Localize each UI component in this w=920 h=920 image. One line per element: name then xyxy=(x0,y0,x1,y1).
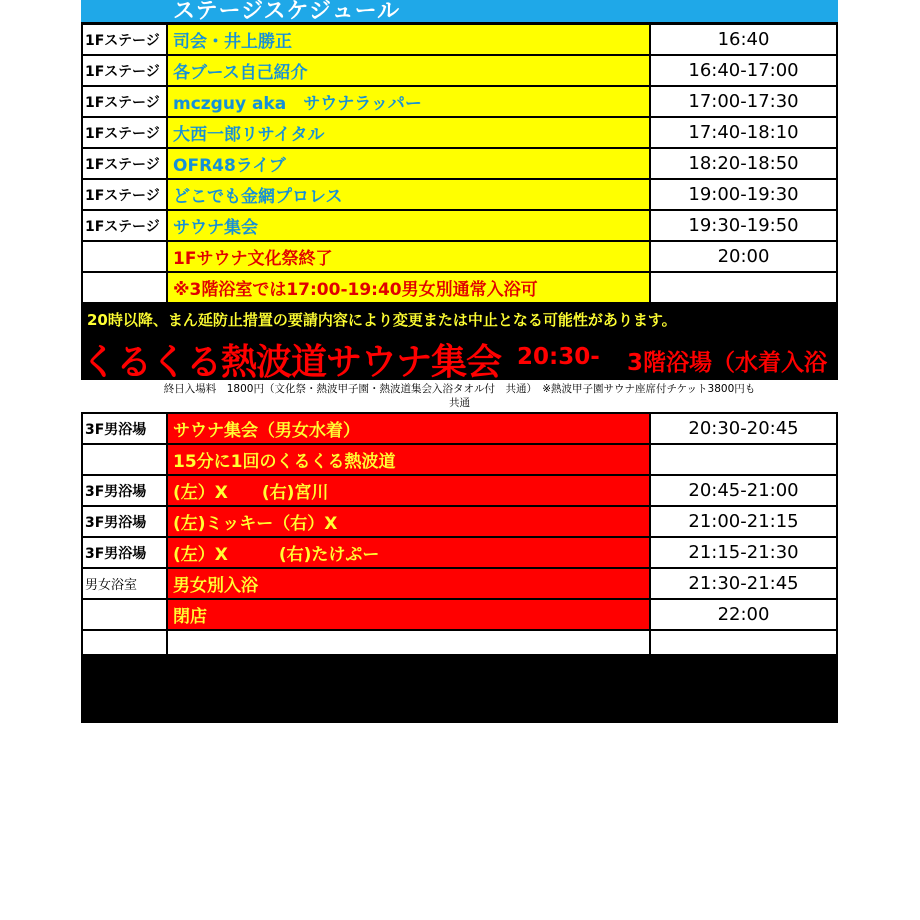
table-row xyxy=(81,25,838,56)
fee-line-2: 共通 xyxy=(449,397,470,409)
place-cell: 3F男浴場 xyxy=(81,414,168,445)
event-cell xyxy=(168,631,651,656)
notice-text: 20時以降、まん延防止措置の要請内容により変更または中止となる可能性があります。 xyxy=(87,311,677,329)
event-cell: OFR48ライブ xyxy=(168,149,651,180)
table-row xyxy=(81,180,838,211)
table-row xyxy=(81,631,838,656)
place-cell: 1Fステージ xyxy=(81,87,168,118)
place-cell: 1Fステージ xyxy=(81,180,168,211)
place-cell xyxy=(81,242,168,273)
fee-info xyxy=(81,380,838,412)
table-row xyxy=(81,507,838,538)
table-row xyxy=(81,600,838,631)
fee-line-1: 終日入場料 1800円（文化祭・熱波甲子園・熱波道集会入浴タオル付 共通） ※熱波甲子園サウナ座席付チケット3800円も xyxy=(163,383,756,395)
time-cell xyxy=(651,631,838,656)
table-row xyxy=(81,414,838,445)
place-cell: 3F男浴場 xyxy=(81,507,168,538)
table-row xyxy=(81,56,838,87)
time-cell: 17:40-18:10 xyxy=(651,118,838,149)
time-cell: 21:00-21:15 xyxy=(651,507,838,538)
table-row xyxy=(81,273,838,304)
place-cell: 3F男浴場 xyxy=(81,538,168,569)
table-row xyxy=(81,569,838,600)
place-cell xyxy=(81,600,168,631)
time-cell: 18:20-18:50 xyxy=(651,149,838,180)
table-row xyxy=(81,242,838,273)
event-cell: mczguy aka サウナラッパー xyxy=(168,87,651,118)
time-cell: 22:00 xyxy=(651,600,838,631)
time-cell: 20:30-20:45 xyxy=(651,414,838,445)
stage-schedule-title: ステージスケジュール xyxy=(173,0,401,22)
place-cell: 1Fステージ xyxy=(81,56,168,87)
table-row xyxy=(81,149,838,180)
place-cell: 男女浴室 xyxy=(81,569,168,600)
time-cell: 19:30-19:50 xyxy=(651,211,838,242)
place-cell xyxy=(81,445,168,476)
event-cell: 1Fサウナ文化祭終了 xyxy=(168,242,651,273)
place-cell: 1Fステージ xyxy=(81,118,168,149)
schedule-sheet xyxy=(81,0,838,723)
place-cell: 1Fステージ xyxy=(81,25,168,56)
stage-schedule-header xyxy=(81,0,838,22)
event-place: 3階浴場（水着入浴 xyxy=(627,350,828,376)
place-cell: 1Fステージ xyxy=(81,149,168,180)
event-cell: 閉店 xyxy=(168,600,651,631)
event-cell: (左)ミッキー（右）X xyxy=(168,507,651,538)
time-cell xyxy=(651,273,838,304)
table-row xyxy=(81,87,838,118)
place-cell: 1Fステージ xyxy=(81,211,168,242)
time-cell: 19:00-19:30 xyxy=(651,180,838,211)
time-cell: 20:00 xyxy=(651,242,838,273)
event-cell: 大西一郎リサイタル xyxy=(168,118,651,149)
event-cell: 15分に1回のくるくる熱波道 xyxy=(168,445,651,476)
place-cell xyxy=(81,631,168,656)
event-cell: (左）X (右)たけぷー xyxy=(168,538,651,569)
event-start-time: 20:30- xyxy=(517,344,600,370)
table-row xyxy=(81,211,838,242)
time-cell: 21:15-21:30 xyxy=(651,538,838,569)
place-cell xyxy=(81,273,168,304)
event-cell: サウナ集会 xyxy=(168,211,651,242)
event-cell: ※3階浴室では17:00-19:40男女別通常入浴可 xyxy=(168,273,651,304)
time-cell: 16:40-17:00 xyxy=(651,56,838,87)
event-cell: どこでも金網プロレス xyxy=(168,180,651,211)
place-cell: 3F男浴場 xyxy=(81,476,168,507)
time-cell: 16:40 xyxy=(651,25,838,56)
event-cell: 男女別入浴 xyxy=(168,569,651,600)
event-title xyxy=(81,334,838,380)
event-cell: (左）X (右)宮川 xyxy=(168,476,651,507)
event-cell: サウナ集会（男女水着） xyxy=(168,414,651,445)
table-row xyxy=(81,538,838,569)
time-cell xyxy=(651,445,838,476)
time-cell: 17:00-17:30 xyxy=(651,87,838,118)
time-cell: 21:30-21:45 xyxy=(651,569,838,600)
table-row xyxy=(81,118,838,149)
time-cell: 20:45-21:00 xyxy=(651,476,838,507)
table-row xyxy=(81,445,838,476)
event-cell: 司会・井上勝正 xyxy=(168,25,651,56)
event-name: くるくる熱波道サウナ集会 xyxy=(81,342,502,380)
event-cell: 各ブース自己紹介 xyxy=(168,56,651,87)
table-row xyxy=(81,476,838,507)
